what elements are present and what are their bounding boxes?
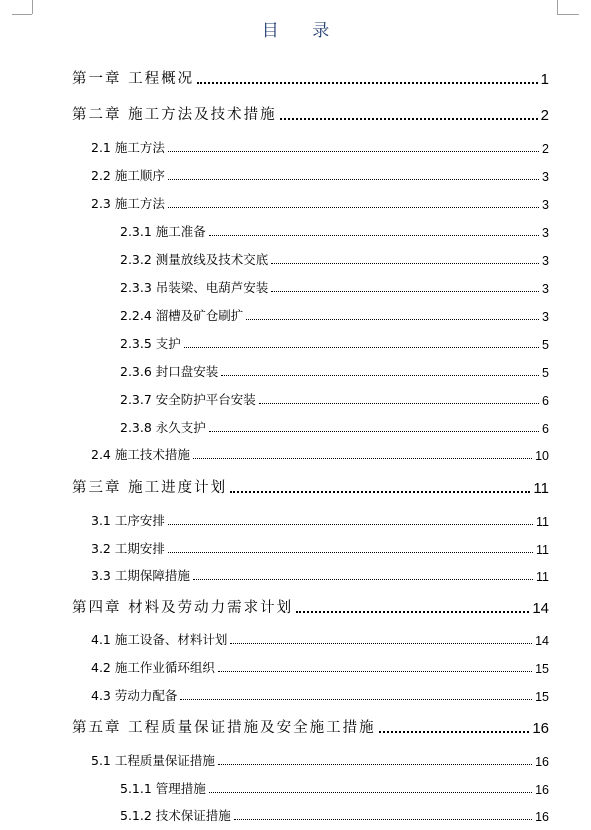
toc-entry[interactable]: [120, 363, 549, 380]
toc-entry-label: 2.3.6 封口盘安装: [120, 364, 219, 379]
toc-entry-label: 4.1 施工设备、材料计划: [91, 632, 228, 647]
toc-entry-page-number: 2: [542, 142, 549, 156]
toc-entry-label: 2.4 施工技术措施: [91, 447, 190, 462]
toc-entry-page-number: 14: [532, 600, 549, 617]
toc-entry[interactable]: [91, 167, 549, 184]
toc-entry-label: 4.2 施工作业循环组织: [91, 660, 215, 675]
toc-entry-page-number: 16: [535, 783, 549, 797]
toc-dot-leader: [234, 819, 532, 820]
toc-entry-page-number: 11: [536, 570, 549, 584]
toc-entry-label: 4.3 劳动力配备: [91, 688, 178, 703]
toc-entry[interactable]: [91, 195, 549, 212]
toc-dot-leader: [197, 82, 538, 84]
toc-title: 目 录: [261, 21, 344, 41]
toc-entry-page-number: 3: [542, 310, 549, 324]
toc-entry-page-number: 16: [535, 755, 549, 769]
toc-entry-label: 第一章 工程概况: [72, 71, 195, 87]
toc-entry[interactable]: [120, 279, 549, 296]
toc-dot-leader: [230, 643, 532, 644]
toc-entry-label: 2.3.1 施工准备: [120, 224, 206, 239]
toc-dot-leader: [193, 579, 533, 580]
toc-dot-leader: [218, 764, 532, 765]
toc-entry-page-number: 5: [542, 338, 549, 352]
toc-dot-leader: [246, 319, 539, 320]
toc-entry-label: 2.3.2 测量放线及技术交底: [120, 252, 269, 267]
toc-entry[interactable]: [91, 631, 549, 648]
toc-entry-page-number: 3: [542, 282, 549, 296]
toc-entry[interactable]: [91, 687, 549, 704]
toc-entry[interactable]: [91, 752, 549, 769]
toc-entry[interactable]: [72, 477, 549, 497]
toc-dot-leader: [280, 118, 538, 120]
toc-dot-leader: [184, 347, 539, 348]
toc-entry-label: 2.3.5 支护: [120, 336, 181, 351]
toc-entry-label: 5.1 工程质量保证措施: [91, 753, 215, 768]
toc-dot-leader: [221, 375, 539, 376]
toc-dot-leader: [168, 151, 539, 152]
toc-entry[interactable]: [72, 717, 549, 737]
toc-entry-label: 3.2 工期安排: [91, 541, 165, 556]
toc-entry[interactable]: [91, 139, 549, 156]
toc-entry[interactable]: [120, 223, 549, 240]
toc-dot-leader: [168, 524, 533, 525]
toc-entry-page-number: 15: [535, 662, 549, 676]
toc-dot-leader: [379, 731, 530, 733]
toc-dot-leader: [259, 403, 539, 404]
toc-dot-leader: [180, 699, 532, 700]
toc-entry-page-number: 3: [542, 254, 549, 268]
toc-entry-label: 5.1.2 技术保证措施: [120, 808, 231, 823]
toc-entry[interactable]: [91, 567, 549, 584]
toc-entry-label: 2.3.3 吊装梁、电葫芦安装: [120, 280, 269, 295]
toc-entry-label: 5.1.1 管理措施: [120, 781, 206, 796]
toc-entry-page-number: 14: [535, 634, 549, 648]
toc-entry-label: 2.2 施工顺序: [91, 168, 165, 183]
toc-dot-leader: [168, 552, 533, 553]
toc-entry[interactable]: [120, 807, 549, 824]
toc-dot-leader: [230, 491, 530, 493]
toc-dot-leader: [209, 792, 532, 793]
toc-entry[interactable]: [120, 307, 549, 324]
toc-entry-page-number: 5: [542, 366, 549, 380]
toc-entry[interactable]: [120, 335, 549, 352]
toc-entry[interactable]: [91, 512, 549, 529]
toc-entry-page-number: 10: [535, 449, 549, 463]
toc-dot-leader: [193, 458, 532, 459]
toc-dot-leader: [218, 671, 532, 672]
toc-entry-page-number: 6: [542, 394, 549, 408]
toc-dot-leader: [168, 179, 539, 180]
toc-entry-label: 第五章 工程质量保证措施及安全施工措施: [72, 720, 376, 736]
toc-entry-label: 2.3.7 安全防护平台安装: [120, 392, 256, 407]
toc-entry-page-number: 11: [533, 480, 549, 497]
toc-dot-leader: [271, 263, 539, 264]
toc-entry-label: 第三章 施工进度计划: [72, 480, 228, 496]
toc-entry[interactable]: [120, 251, 549, 268]
toc-entry[interactable]: [91, 446, 549, 463]
toc-entry-page-number: 11: [536, 515, 549, 529]
toc-dot-leader: [271, 291, 539, 292]
toc-entry-label: 2.3.8 永久支护: [120, 420, 206, 435]
toc-entry-page-number: 16: [532, 720, 549, 737]
toc-entry[interactable]: [120, 780, 549, 797]
toc-entry-label: 2.1 施工方法: [91, 140, 165, 155]
toc-dot-leader: [296, 611, 529, 613]
toc-entry-label: 2.3 施工方法: [91, 196, 165, 211]
toc-entry-page-number: 3: [542, 226, 549, 240]
toc-entry-page-number: 16: [535, 810, 549, 824]
toc-entry[interactable]: [72, 104, 549, 124]
toc-entry-label: 3.1 工序安排: [91, 513, 165, 528]
toc-entry[interactable]: [120, 391, 549, 408]
toc-entry[interactable]: [120, 419, 549, 436]
toc-entry[interactable]: [91, 540, 549, 557]
toc-dot-leader: [209, 235, 539, 236]
toc-entry-page-number: 3: [542, 198, 549, 212]
toc-dot-leader: [209, 431, 539, 432]
toc-entry-page-number: 1: [540, 71, 549, 88]
toc-entry-page-number: 11: [536, 543, 549, 557]
toc-entry[interactable]: [72, 597, 549, 617]
toc-dot-leader: [168, 207, 539, 208]
toc-entry[interactable]: [72, 68, 549, 88]
toc-entry-label: 第二章 施工方法及技术措施: [72, 107, 277, 123]
toc-entry-page-number: 3: [542, 170, 549, 184]
toc-entry-label: 3.3 工期保障措施: [91, 568, 190, 583]
toc-entry-page-number: 15: [535, 690, 549, 704]
toc-entry-page-number: 6: [542, 422, 549, 436]
toc-entry[interactable]: [91, 659, 549, 676]
toc-entry-page-number: 2: [540, 107, 549, 124]
toc-entry-label: 第四章 材料及劳动力需求计划: [72, 600, 294, 616]
toc-entry-label: 2.2.4 溜槽及矿仓刷扩: [120, 308, 244, 323]
